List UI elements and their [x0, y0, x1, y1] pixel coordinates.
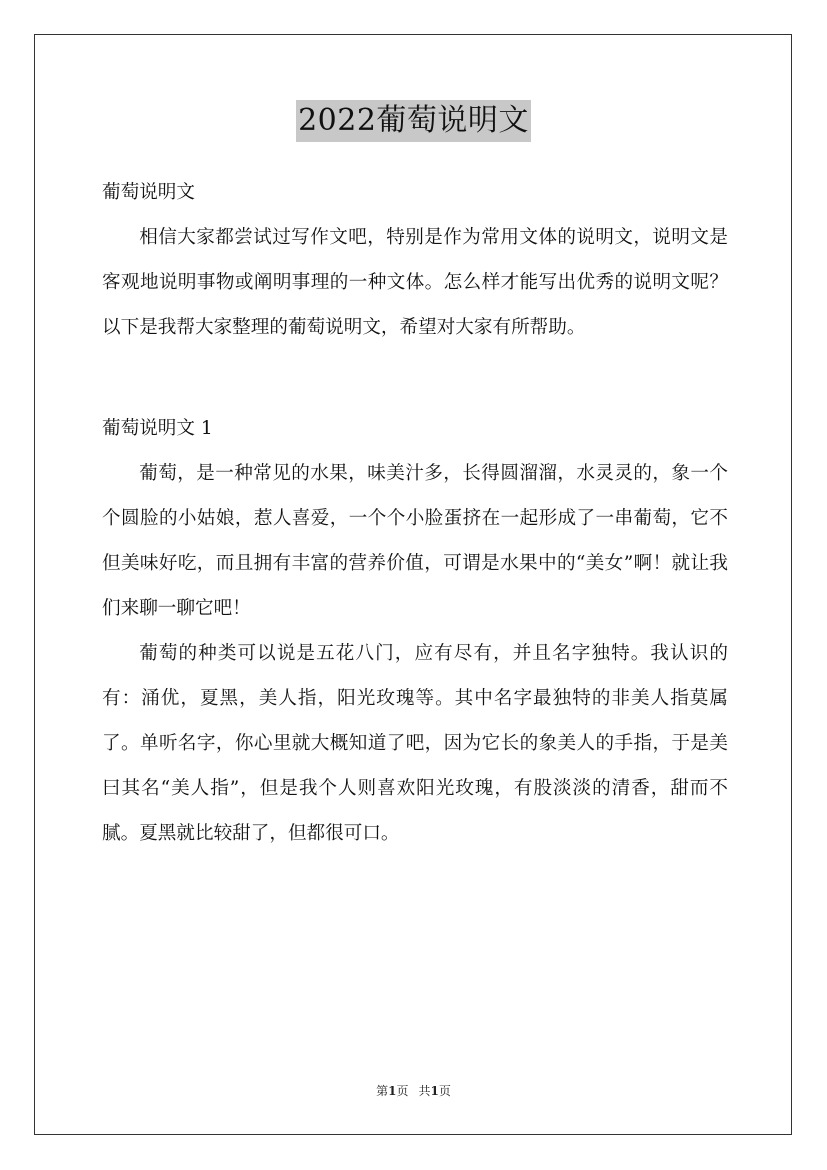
section1-heading: 葡萄说明文 1: [102, 418, 213, 439]
footer-total-prefix: 共: [418, 1084, 431, 1098]
intro-paragraph: 相信大家都尝试过写作文吧，特别是作为常用文体的说明文，说明文是客观地说明事物或阐明事理的一种文体。怎么样才能写出优秀的说明文呢？以下是我帮大家整理的葡萄说明文，希望对大家有所帮助。: [102, 227, 728, 338]
title-container: [0, 100, 827, 142]
footer-total-pages: 1: [430, 1084, 439, 1098]
footer-page-prefix: 第: [376, 1084, 389, 1098]
document-body: [102, 170, 728, 856]
section-spacer: [102, 350, 728, 406]
footer-page-suffix: 页: [396, 1084, 409, 1098]
footer-total-suffix: 页: [438, 1084, 451, 1098]
section1-paragraph: 葡萄的种类可以说是五花八门，应有尽有，并且名字独特。我认识的有：涌优，夏黑，美人指，阳光玫瑰等。其中名字最独特的非美人指莫属了。单听名字，你心里就大概知道了吧，因为它长的象美人的手指，于是美曰其名“美人指”，但是我个人则喜欢阳光玫瑰，有股淡淡的清香，甜而不腻。夏黑就比较甜了，但都很可口。: [102, 643, 728, 844]
page-footer: [0, 1083, 827, 1099]
footer-page-number: 1: [388, 1084, 397, 1098]
intro-heading: 葡萄说明文: [102, 182, 195, 203]
section1-paragraph: 葡萄，是一种常见的水果，味美汁多，长得圆溜溜，水灵灵的，象一个个圆脸的小姑娘，惹人喜爱，一个个小脸蛋挤在一起形成了一串葡萄，它不但美味好吃，而且拥有丰富的营养价值，可谓是水果中的“美女”啊！就让我们来聊一聊它吧！: [102, 463, 728, 619]
document-title: 2022葡萄说明文: [296, 100, 531, 142]
